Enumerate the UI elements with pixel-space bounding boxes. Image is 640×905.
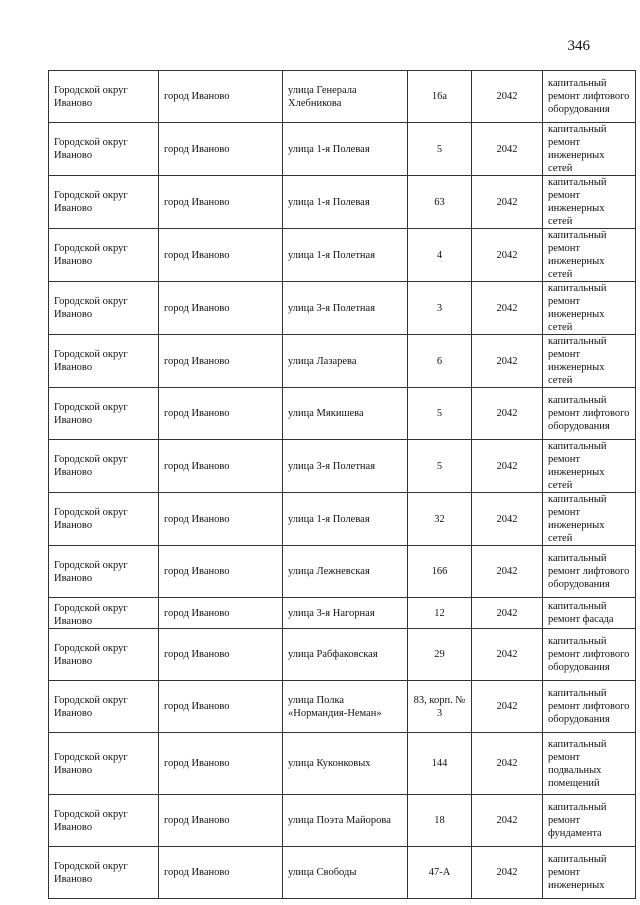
- district-cell: Городской округ Иваново: [49, 629, 159, 681]
- year-cell: 2042: [472, 847, 543, 899]
- work-type-cell: капитальный ремонт инженерных сетей: [543, 123, 636, 176]
- street-cell: улица 1-я Полевая: [283, 176, 408, 229]
- table-row: [49, 388, 636, 440]
- work-type-cell: капитальный ремонт лифтового оборудования: [543, 546, 636, 598]
- street-cell: улица 3-я Полетная: [283, 440, 408, 493]
- street-cell: улица 1-я Полетная: [283, 229, 408, 282]
- table-row: [49, 335, 636, 388]
- year-cell: 2042: [472, 493, 543, 546]
- year-cell: 2042: [472, 598, 543, 629]
- table-row: [49, 795, 636, 847]
- work-type-cell: капитальный ремонт инженерных сетей: [543, 440, 636, 493]
- year-cell: 2042: [472, 335, 543, 388]
- house-number-cell: 6: [408, 335, 472, 388]
- city-cell: город Иваново: [159, 795, 283, 847]
- street-cell: улица Рабфаковская: [283, 629, 408, 681]
- street-cell: улица 1-я Полевая: [283, 123, 408, 176]
- house-number-cell: 18: [408, 795, 472, 847]
- city-cell: город Иваново: [159, 229, 283, 282]
- work-type-cell: капитальный ремонт лифтового оборудования: [543, 629, 636, 681]
- year-cell: 2042: [472, 733, 543, 795]
- work-type-cell: капитальный ремонт лифтового оборудования: [543, 71, 636, 123]
- house-number-cell: 3: [408, 282, 472, 335]
- district-cell: Городской округ Иваново: [49, 335, 159, 388]
- street-cell: улица 1-я Полевая: [283, 493, 408, 546]
- city-cell: город Иваново: [159, 282, 283, 335]
- street-cell: улица Свободы: [283, 847, 408, 899]
- street-cell: улица Лежневская: [283, 546, 408, 598]
- table-row: [49, 847, 636, 899]
- district-cell: Городской округ Иваново: [49, 440, 159, 493]
- city-cell: город Иваново: [159, 546, 283, 598]
- street-cell: улица 3-я Полетная: [283, 282, 408, 335]
- registry-body: [49, 71, 636, 899]
- house-number-cell: 32: [408, 493, 472, 546]
- house-number-cell: 166: [408, 546, 472, 598]
- work-type-cell: капитальный ремонт инженерных сетей: [543, 335, 636, 388]
- city-cell: город Иваново: [159, 598, 283, 629]
- table-row: [49, 229, 636, 282]
- district-cell: Городской округ Иваново: [49, 176, 159, 229]
- street-cell: улица Поэта Майорова: [283, 795, 408, 847]
- work-type-cell: капитальный ремонт фасада: [543, 598, 636, 629]
- street-cell: улица Лазарева: [283, 335, 408, 388]
- year-cell: 2042: [472, 229, 543, 282]
- work-type-cell: капитальный ремонт инженерных сетей: [543, 282, 636, 335]
- street-cell: улица Полка «Нормандия-Неман»: [283, 681, 408, 733]
- work-type-cell: капитальный ремонт фундамента: [543, 795, 636, 847]
- table-row: [49, 282, 636, 335]
- city-cell: город Иваново: [159, 493, 283, 546]
- city-cell: город Иваново: [159, 629, 283, 681]
- street-cell: улица Куконковых: [283, 733, 408, 795]
- city-cell: город Иваново: [159, 733, 283, 795]
- city-cell: город Иваново: [159, 335, 283, 388]
- city-cell: город Иваново: [159, 176, 283, 229]
- work-type-cell: капитальный ремонт инженерных: [543, 847, 636, 899]
- district-cell: Городской округ Иваново: [49, 123, 159, 176]
- district-cell: Городской округ Иваново: [49, 795, 159, 847]
- district-cell: Городской округ Иваново: [49, 847, 159, 899]
- table-row: [49, 598, 636, 629]
- house-number-cell: 63: [408, 176, 472, 229]
- house-number-cell: 83, корп. № 3: [408, 681, 472, 733]
- district-cell: Городской округ Иваново: [49, 229, 159, 282]
- year-cell: 2042: [472, 629, 543, 681]
- district-cell: Городской округ Иваново: [49, 71, 159, 123]
- district-cell: Городской округ Иваново: [49, 598, 159, 629]
- work-type-cell: капитальный ремонт подвальных помещений: [543, 733, 636, 795]
- district-cell: Городской округ Иваново: [49, 388, 159, 440]
- table-row: [49, 546, 636, 598]
- table-row: [49, 493, 636, 546]
- house-number-cell: 144: [408, 733, 472, 795]
- house-number-cell: 5: [408, 388, 472, 440]
- street-cell: улица 3-я Нагорная: [283, 598, 408, 629]
- page-number: 346: [567, 38, 590, 54]
- year-cell: 2042: [472, 795, 543, 847]
- year-cell: 2042: [472, 388, 543, 440]
- house-number-cell: 5: [408, 440, 472, 493]
- house-number-cell: 29: [408, 629, 472, 681]
- year-cell: 2042: [472, 546, 543, 598]
- work-type-cell: капитальный ремонт инженерных сетей: [543, 176, 636, 229]
- table-row: [49, 681, 636, 733]
- year-cell: 2042: [472, 71, 543, 123]
- street-cell: улица Генерала Хлебникова: [283, 71, 408, 123]
- house-number-cell: 16а: [408, 71, 472, 123]
- district-cell: Городской округ Иваново: [49, 282, 159, 335]
- city-cell: город Иваново: [159, 123, 283, 176]
- city-cell: город Иваново: [159, 440, 283, 493]
- year-cell: 2042: [472, 681, 543, 733]
- table-row: [49, 629, 636, 681]
- work-type-cell: капитальный ремонт лифтового оборудования: [543, 388, 636, 440]
- house-number-cell: 5: [408, 123, 472, 176]
- table-row: [49, 733, 636, 795]
- district-cell: Городской округ Иваново: [49, 546, 159, 598]
- table-row: [49, 440, 636, 493]
- city-cell: город Иваново: [159, 847, 283, 899]
- table-row: [49, 71, 636, 123]
- table-row: [49, 123, 636, 176]
- house-number-cell: 4: [408, 229, 472, 282]
- year-cell: 2042: [472, 176, 543, 229]
- district-cell: Городской округ Иваново: [49, 493, 159, 546]
- work-type-cell: капитальный ремонт инженерных сетей: [543, 493, 636, 546]
- street-cell: улица Мякишева: [283, 388, 408, 440]
- city-cell: город Иваново: [159, 71, 283, 123]
- district-cell: Городской округ Иваново: [49, 681, 159, 733]
- table-row: [49, 176, 636, 229]
- district-cell: Городской округ Иваново: [49, 733, 159, 795]
- house-number-cell: 12: [408, 598, 472, 629]
- work-type-cell: капитальный ремонт лифтового оборудования: [543, 681, 636, 733]
- city-cell: город Иваново: [159, 388, 283, 440]
- year-cell: 2042: [472, 440, 543, 493]
- work-type-cell: капитальный ремонт инженерных сетей: [543, 229, 636, 282]
- registry-table: [48, 70, 636, 899]
- city-cell: город Иваново: [159, 681, 283, 733]
- year-cell: 2042: [472, 282, 543, 335]
- house-number-cell: 47-А: [408, 847, 472, 899]
- year-cell: 2042: [472, 123, 543, 176]
